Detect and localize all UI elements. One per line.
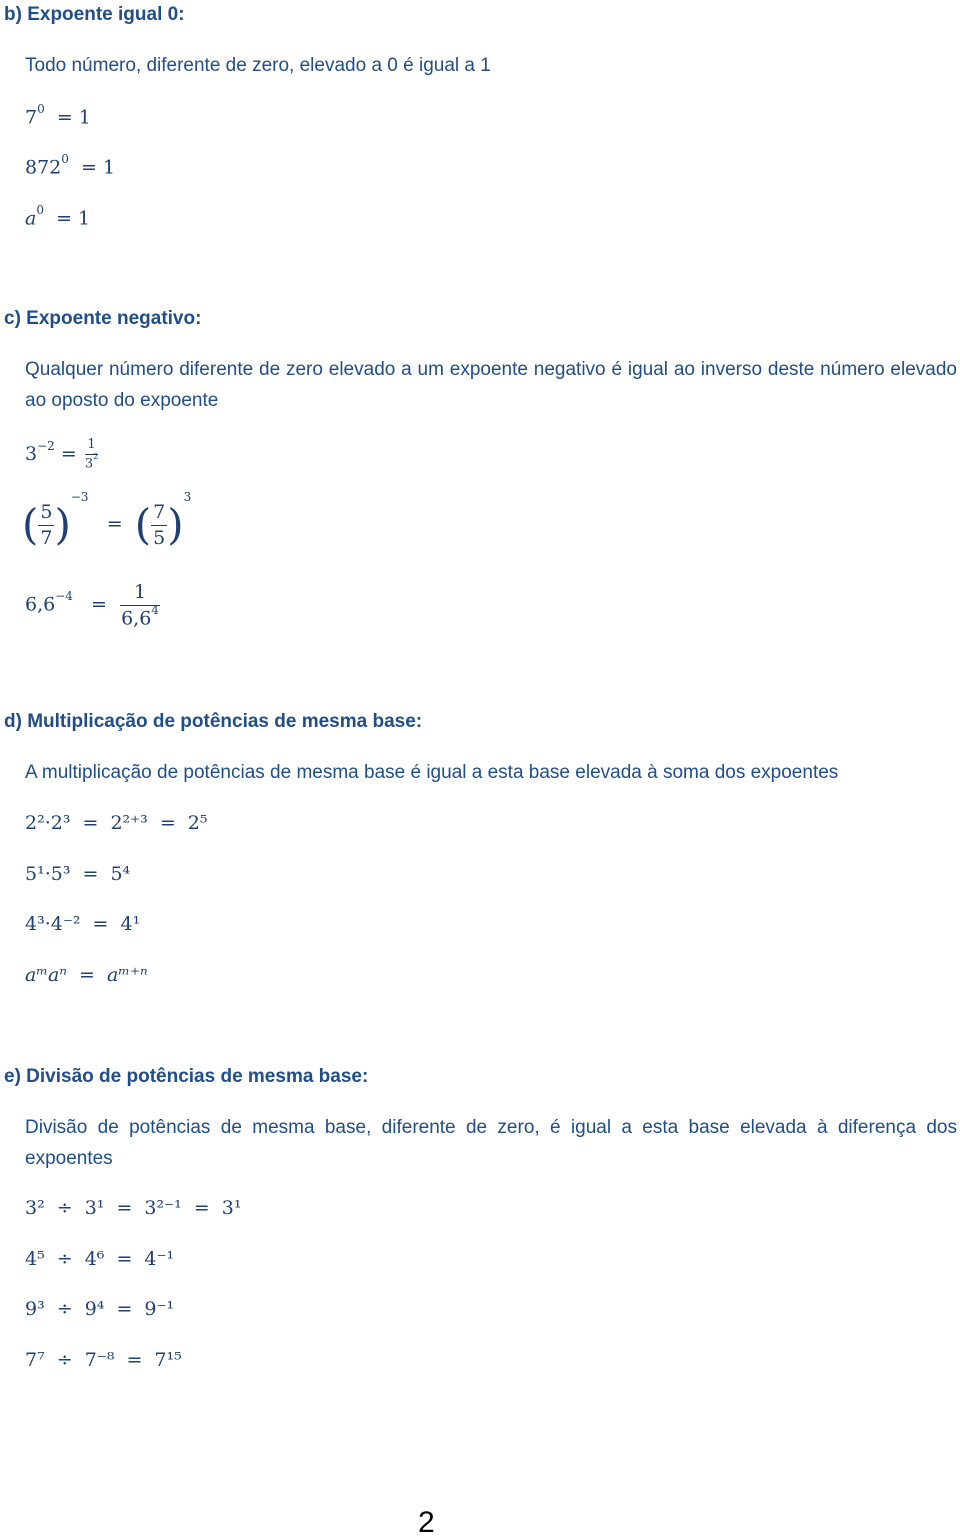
section-b-description: Todo número, diferente de zero, elevado a 0 é igual a 1 <box>25 55 491 76</box>
equation-c1: $3^{-2}$ = $\frac{1}{3^2}$ <box>25 437 99 472</box>
equation-c3: $6,6^{-4}$ = $\frac{1}{6,6^4}$ <box>25 581 159 630</box>
equation-e4: 7⁷ ÷ 7⁻⁸ = 7¹⁵ <box>25 1349 182 1371</box>
section-b-heading: b) Expoente igual 0: <box>4 4 185 25</box>
equation-d1: 2²·2³ = 2²⁺³ = 2⁵ <box>25 812 208 834</box>
equation-e2: 4⁵ ÷ 4⁶ = 4⁻¹ <box>25 1248 175 1270</box>
section-d-description: A multiplicação de potências de mesma base é igual a esta base elevada à soma dos expoentes <box>25 762 839 783</box>
section-d-heading: d) Multiplicação de potências de mesma base: <box>4 711 423 732</box>
equation-d2: 5¹·5³ = 5⁴ <box>25 863 131 885</box>
equation-e1: 3² ÷ 3¹ = 3²⁻¹ = 3¹ <box>25 1197 242 1219</box>
equation-c2: ( $\frac{5}{7}$ )$^{-3}$ = ( $\frac{7}{5}$ )$^3$ <box>22 489 192 550</box>
equation-e3: 9³ ÷ 9⁴ = 9⁻¹ <box>25 1298 175 1320</box>
section-e-heading: e) Divisão de potências de mesma base: <box>4 1066 369 1087</box>
equation-d3: 4³·4⁻² = 4¹ <box>25 913 141 935</box>
section-c-description: Qualquer número diferente de zero elevado a um expoente negativo é igual ao inverso deste número elevado ao oposto do expoente <box>25 359 957 411</box>
section-c-heading: c) Expoente negativo: <box>4 308 202 329</box>
fraction: $\frac{1}{3^2}$ <box>84 437 99 472</box>
equation-b1: $7^0 = 1$ <box>25 102 91 129</box>
section-e-description: Divisão de potências de mesma base, diferente de zero, é igual a esta base elevada à diferença dos expoentes <box>25 1117 957 1169</box>
page-number: 2 <box>418 1506 435 1539</box>
equation-b2: $872^0 = 1$ <box>25 152 116 179</box>
equation-b3: $a^0 = 1$ <box>25 203 91 230</box>
equation-d4: aᵐaⁿ = aᵐ⁺ⁿ <box>25 964 148 986</box>
